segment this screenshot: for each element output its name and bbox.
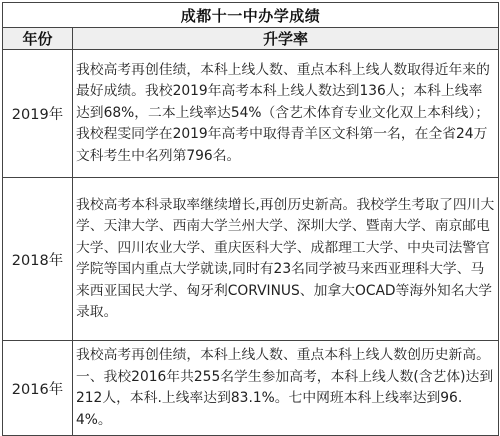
table-row — [3, 50, 499, 178]
header-row — [3, 28, 499, 50]
results-table — [2, 2, 499, 436]
table-row — [3, 178, 499, 341]
header-year: 年份 — [3, 28, 73, 50]
row-text: 我校高考再创佳绩，本科上线人数、重点本科上线人数取得近年来的最好成绩。我校2019年高考本科上线人数达到136人；本科上线率达到68%，二本上线率达54%（含艺术体育专业文化双上本科线）；我校程雯同学在2019年高考中取得青羊区文科第一名，在全省24万文科考生中名列第796名。 — [73, 50, 499, 178]
header-result: 升学率 — [73, 28, 499, 50]
row-year: 2018年 — [3, 178, 73, 341]
row-year: 2019年 — [3, 50, 73, 178]
table-row — [3, 341, 499, 436]
table-title: 成都十一中办学成绩 — [3, 3, 499, 28]
row-text: 我校高考再创佳绩，本科上线人数、重点本科上线人数创历史新高。一、我校2016年共255名学生参加高考，本科上线人数(含艺体)达到212人，本科.上线率达到83.1%。七中网班本科上线率达到96.4%。 — [73, 341, 499, 436]
row-text: 我校高考本科录取率继续增长,再创历史新高。我校学生考取了四川大学、天津大学、西南大学兰州大学、深圳大学、暨南大学、南京邮电大学、四川农业大学、重庆医科大学、成都理工大学、中央司法警官学院等国内重点大学就读,同时有23名同学被马来西亚理科大学、马来西亚国民大学、匈牙利CORVINUS、加拿大OCAD等海外知名大学录取。 — [73, 178, 499, 341]
title-row — [3, 3, 499, 28]
row-year: 2016年 — [3, 341, 73, 436]
